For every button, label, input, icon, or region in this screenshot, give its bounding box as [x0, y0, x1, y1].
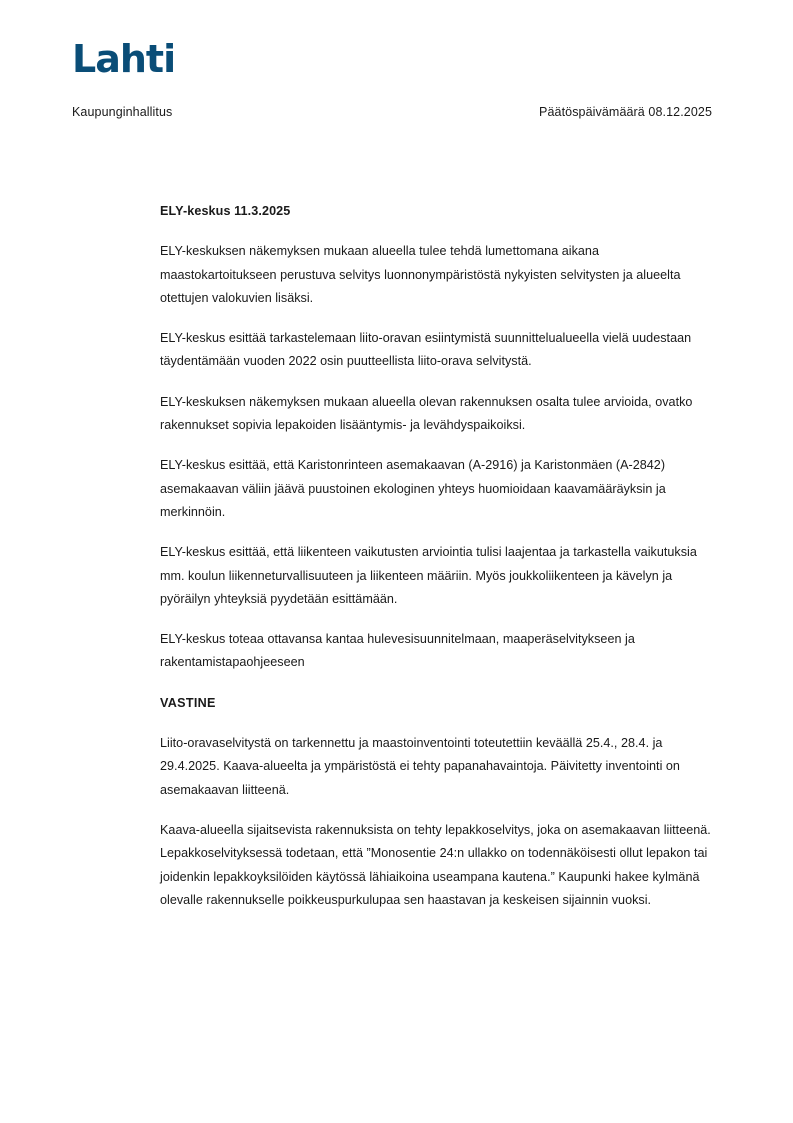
paragraph: ELY-keskuksen näkemyksen mukaan alueella tulee tehdä lumettomana aikana maastokartoitukseen perustuva selvitys luonnonympäristöstä nykyisten selvitysten ja alueelta otettujen valokuvien lisäksi. — [160, 244, 681, 305]
document-body — [160, 200, 718, 929]
paragraph: ELY-keskus toteaa ottavansa kantaa hulevesisuunnitelmaan, maaperäselvitykseen ja rakentamistapaohjeeseen — [160, 632, 635, 670]
section-title-vastine: VASTINE — [160, 695, 216, 710]
paragraph: ELY-keskus esittää, että Karistonrinteen asemakaavan (A-2916) ja Karistonmäen (A-2842) asemakaavan väliin jäävä puustoinen ekologinen yhteys huomioidaan kaavamääräyksin ja merkinnöin. — [160, 458, 666, 519]
lahti-logo: Lahti — [72, 37, 176, 81]
document-header — [72, 105, 712, 119]
paragraph: Kaava-alueella sijaitsevista rakennuksista on tehty lepakkoselvitys, joka on asemakaavan liitteenä. Lepakkoselvityksessä todetaan, että ”Monosentie 24:n ullakko on todennäköisesti ollut lepakon tai joidenkin lepakkoyksilöiden käytössä lähiaikoina useampana kautena.” Kaupunki hakee kylmänä olevalle rakennukselle poikkeuspurkulupaa sen haastavan ja keskeisen sijainnin vuoksi. — [160, 822, 711, 907]
header-organization: Kaupunginhallitus — [72, 105, 173, 119]
paragraph: ELY-keskus esittää tarkastelemaan liito-oravan esiintymistä suunnittelualueella vielä uudestaan täydentämään vuoden 2022 osin puutteellista liito-orava selvitystä. — [160, 331, 692, 369]
paragraph: ELY-keskuksen näkemyksen mukaan alueella olevan rakennuksen osalta tulee arvioida, ovatko rakennukset sopivia lepakoiden lisääntymis- ja levähdyspaikoiksi. — [160, 394, 693, 433]
section-title-ely: ELY-keskus 11.3.2025 — [160, 204, 291, 218]
paragraph: ELY-keskus esittää, että liikenteen vaikutusten arviointia tulisi laajentaa ja tarkastella vaikutuksia mm. koulun liikenneturvallisuuteen ja liikenteen määriin. Myös joukkoliikenteen ja kävelyn ja pyöräilyn yhteyksiä pyydetään esittämään. — [160, 545, 697, 606]
paragraph: Liito-oravaselvitystä on tarkennettu ja maastoinventointi toteutettiin keväällä 25.4., 28.4. ja 29.4.2025. Kaava-alueelta ja ympäristöstä ei tehty papanahavaintoja. Päivitetty inventointi on asemakaavan liitteenä. — [160, 736, 680, 797]
header-decision-date: Päätöspäivämäärä 08.12.2025 — [539, 105, 712, 119]
